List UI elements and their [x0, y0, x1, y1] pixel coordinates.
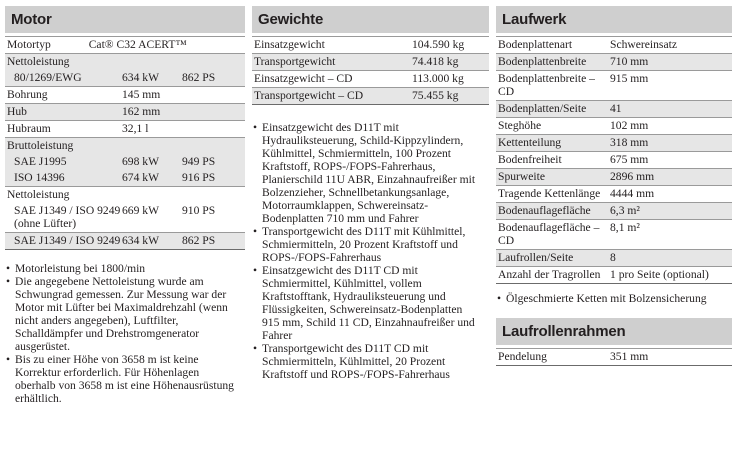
- row-value: 75.455 kg: [412, 89, 459, 102]
- gewichte-heading: Gewichte: [252, 6, 489, 33]
- row-value: 1 pro Seite (optional): [610, 268, 709, 281]
- note-item: • Einsatzgewicht des D11T CD mit Schmiermittel, Kühlmittel, vollem Kraftstofftank, Hydrauliksteuerung und Flüssigkeiten, Schwereinsatz-Bodenplatten 915 mm, Schild 11 CD, Einzahnaufreißer und Fahrer: [252, 264, 478, 342]
- table-row: [496, 36, 732, 53]
- table-row: [5, 137, 245, 154]
- row-label: Motortyp: [7, 38, 51, 51]
- row-label: Bodenauflagefläche: [498, 204, 591, 217]
- gewichte-section: [252, 6, 489, 381]
- row-value: 675 mm: [610, 153, 649, 166]
- gewichte-notes: [252, 121, 478, 381]
- laufrollenrahmen-table: [496, 348, 732, 366]
- row-label: Kettenteilung: [498, 136, 562, 149]
- row-label: SAE J1349 / ISO 9249 (ohne Lüfter): [14, 204, 121, 230]
- row-value-ps: 862 PS: [182, 234, 216, 247]
- row-value: 32,1 l: [122, 122, 149, 135]
- row-value: 74.418 kg: [412, 55, 459, 68]
- laufwerk-table: [496, 36, 732, 284]
- gewichte-table: [252, 36, 489, 105]
- row-label: Bohrung: [7, 88, 48, 101]
- row-value-kw: 669 kW: [122, 204, 160, 217]
- row-value: 6,3 m²: [610, 204, 640, 217]
- row-label: Transportgewicht: [254, 55, 336, 68]
- laufrollenrahmen-heading: Laufrollenrahmen: [496, 318, 732, 345]
- row-label: Bodenplattenbreite: [498, 55, 587, 68]
- row-label: Nettoleistung: [7, 55, 70, 68]
- motor-notes: [5, 262, 241, 405]
- table-row: [5, 36, 245, 53]
- table-row: [496, 100, 732, 117]
- row-value-kw: 634 kW: [122, 71, 160, 84]
- row-label: Nettoleistung: [7, 188, 70, 201]
- row-value-ps: 949 PS: [182, 155, 216, 168]
- table-row: [496, 168, 732, 185]
- table-row: [5, 103, 245, 120]
- table-row: [5, 170, 245, 186]
- row-label: Einsatzgewicht – CD: [254, 72, 353, 85]
- note-item: • Einsatzgewicht des D11T mit Hydrauliksteuerung, Schild-Kippzylindern, Kühlmittel, Schmiermitteln, 100 Prozent Kraftstoff, ROPS-/FOPS-Fahrerhaus, Planierschild 11U ABR, Einzahnaufreißer mit Bolzenzieher, Schnellbetankungsanlage, Motorraumklappen, Schwereinsatz-Bodenplatten 710 mm und Fahrer: [252, 121, 478, 225]
- row-value: 2896 mm: [610, 170, 655, 183]
- row-value-kw: 634 kW: [122, 234, 160, 247]
- table-row: [5, 70, 245, 86]
- row-label: Steghöhe: [498, 119, 542, 132]
- table-row: [496, 151, 732, 168]
- table-row: [5, 53, 245, 70]
- table-row: [496, 249, 732, 266]
- table-row: [496, 202, 732, 219]
- row-label: Spurweite: [498, 170, 546, 183]
- row-value: 41: [610, 102, 622, 115]
- row-value-ps: 862 PS: [182, 71, 216, 84]
- row-label: SAE J1995: [14, 155, 67, 168]
- table-row: [252, 87, 489, 104]
- row-label: Bodenauflagefläche – CD: [498, 221, 600, 247]
- note-item: • Die angegebene Nettoleistung wurde am Schwungrad gemessen. Zur Messung war der Motor mit Lüfter bei Maximaldrehzahl (wenn nicht anders angegeben), Luftfilter, Schalldämpfer und Drehstromgenerator ausgerüstet.: [5, 275, 241, 353]
- row-value: Schwereinsatz: [610, 38, 677, 51]
- row-value: 113.000 kg: [412, 72, 464, 85]
- row-label: Pendelung: [498, 350, 547, 363]
- table-row: [496, 53, 732, 70]
- row-value-ps: 916 PS: [182, 171, 216, 184]
- row-value: Cat® C32 ACERT™: [88, 38, 187, 51]
- row-value: 8: [610, 251, 616, 264]
- row-value: 915 mm: [610, 72, 649, 85]
- table-row: [5, 186, 245, 203]
- table-row: [496, 134, 732, 151]
- laufwerk-heading: Laufwerk: [496, 6, 732, 33]
- table-row: [5, 232, 245, 249]
- motor-section: [5, 6, 245, 405]
- row-label: Einsatzgewicht: [254, 38, 325, 51]
- note-item: • Bis zu einer Höhe von 3658 m ist keine Korrektur erforderlich. Für Höhenlagen oberhalb von 3658 m ist eine Höhenausrüstung erhältlich.: [5, 353, 241, 405]
- row-label: Hubraum: [7, 122, 51, 135]
- table-row: [496, 219, 732, 249]
- note-item: • Motorleistung bei 1800/min: [5, 262, 241, 275]
- row-value: 710 mm: [610, 55, 649, 68]
- row-label: Bodenfreiheit: [498, 153, 562, 166]
- note-item: • Transportgewicht des D11T CD mit Schmiermitteln, Kühlmittel, 20 Prozent Kraftstoff und ROPS-/FOPS-Fahrerhaus: [252, 342, 478, 381]
- row-value: 8,1 m²: [610, 221, 640, 234]
- row-value: 162 mm: [122, 105, 161, 118]
- row-value: 318 mm: [610, 136, 649, 149]
- table-row: [252, 36, 489, 53]
- row-label: Bodenplattenbreite – CD: [498, 72, 595, 98]
- table-row: [5, 154, 245, 170]
- table-row: [496, 185, 732, 202]
- laufwerk-section: [496, 6, 732, 366]
- row-label: Anzahl der Tragrollen: [498, 268, 601, 281]
- row-label: Transportgewicht – CD: [254, 89, 364, 102]
- row-label: Bodenplatten/Seite: [498, 102, 587, 115]
- note-item: • Transportgewicht des D11T mit Kühlmittel, Schmiermitteln, 20 Prozent Kraftstoff und ROPS-/FOPS-Fahrerhaus: [252, 225, 478, 264]
- row-value-ps: 910 PS: [182, 204, 216, 217]
- table-row: [5, 86, 245, 103]
- row-value: 145 mm: [122, 88, 161, 101]
- table-row: [496, 70, 732, 100]
- table-row: [496, 266, 732, 283]
- row-label: Bruttoleistung: [7, 139, 74, 152]
- laufwerk-notes: [496, 292, 732, 305]
- table-row: [252, 70, 489, 87]
- table-row: [496, 117, 732, 134]
- row-value: 102 mm: [610, 119, 649, 132]
- motor-table: [5, 36, 245, 250]
- row-label: SAE J1349 / ISO 9249: [14, 234, 121, 247]
- row-label: Hub: [7, 105, 27, 118]
- row-label: Bodenplattenart: [498, 38, 573, 51]
- row-value-kw: 698 kW: [122, 155, 160, 168]
- table-row: [5, 203, 245, 232]
- row-value: 351 mm: [610, 350, 649, 363]
- row-value: 4444 mm: [610, 187, 655, 200]
- row-label: Tragende Kettenlänge: [498, 187, 601, 200]
- table-row: [252, 53, 489, 70]
- row-label: 80/1269/EWG: [14, 71, 82, 84]
- table-row: [5, 120, 245, 137]
- row-label: Laufrollen/Seite: [498, 251, 574, 264]
- row-value: 104.590 kg: [412, 38, 465, 51]
- motor-heading: Motor: [5, 6, 245, 33]
- table-row: [496, 348, 732, 365]
- row-value-kw: 674 kW: [122, 171, 160, 184]
- row-label: ISO 14396: [14, 171, 65, 184]
- note-item: • Ölgeschmierte Ketten mit Bolzensicherung: [496, 292, 732, 305]
